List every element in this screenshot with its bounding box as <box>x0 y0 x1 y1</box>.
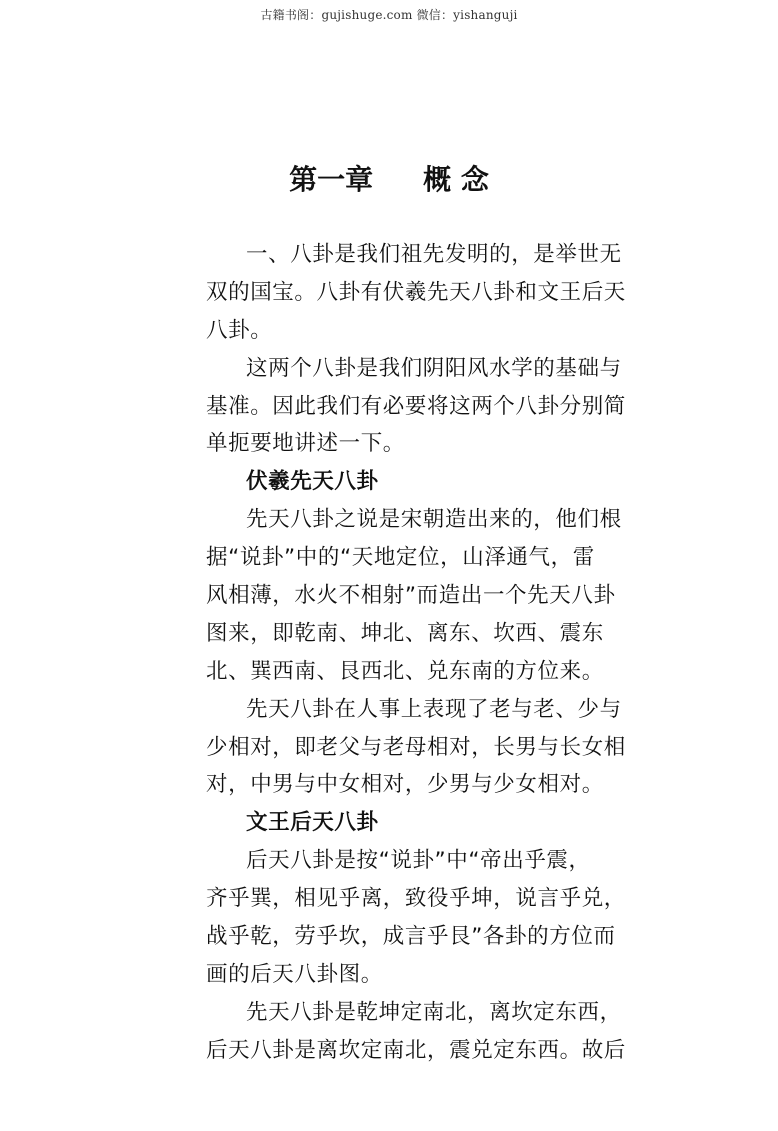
text-line: 风相薄，水火不相射”而造出一个先天八卦 <box>206 583 616 609</box>
text-line: 先天八卦是乾坤定南北，离坎定东西， <box>246 999 622 1025</box>
section-heading: 文王后天八卦 <box>246 810 379 836</box>
text-line: 对，中男与中女相对，少男与少女相对。 <box>206 772 604 798</box>
chapter-number: 第一章 <box>289 163 374 196</box>
text-line: 战乎乾，劳乎坎，成言乎艮”各卦的方位而 <box>206 924 616 950</box>
text-line: 后天八卦是按“说卦”中“帝出乎震， <box>246 848 591 874</box>
text-line: 齐乎巽，相见乎离，致役乎坤，说言乎兑， <box>206 886 626 912</box>
watermark-text: 古籍书阁：gujishuge.com 微信：yishanguji <box>260 8 518 22</box>
section-heading: 伏羲先天八卦 <box>246 469 379 495</box>
text-line: 双的国宝。八卦有伏羲先天八卦和文王后天 <box>206 279 626 305</box>
text-line: 少相对，即老父与老母相对，长男与长女相 <box>206 734 626 760</box>
text-line: 先天八卦之说是宋朝造出来的，他们根 <box>246 507 622 533</box>
chapter-heading <box>0 158 778 198</box>
text-line: 后天八卦是离坎定南北，震兑定东西。故后 <box>206 1037 626 1063</box>
text-line: 一、八卦是我们祖先发明的，是举世无 <box>246 242 622 267</box>
text-line: 据“说卦”中的“天地定位，山泽通气，雷 <box>206 545 595 571</box>
body-text <box>206 236 626 1070</box>
text-line: 基准。因此我们有必要将这两个八卦分别简 <box>206 393 626 419</box>
text-line: 画的后天八卦图。 <box>206 961 383 987</box>
text-line: 八卦。 <box>206 317 273 343</box>
chapter-title: 概 念 <box>423 163 489 196</box>
text-line: 北、巽西南、艮西北、兑东南的方位来。 <box>206 658 604 684</box>
text-line: 单扼要地讲述一下。 <box>206 431 405 457</box>
text-line: 先天八卦在人事上表现了老与老、少与 <box>246 696 622 722</box>
text-line: 这两个八卦是我们阴阳风水学的基础与 <box>246 355 622 381</box>
text-line: 图来，即乾南、坤北、离东、坎西、震东 <box>206 620 604 646</box>
